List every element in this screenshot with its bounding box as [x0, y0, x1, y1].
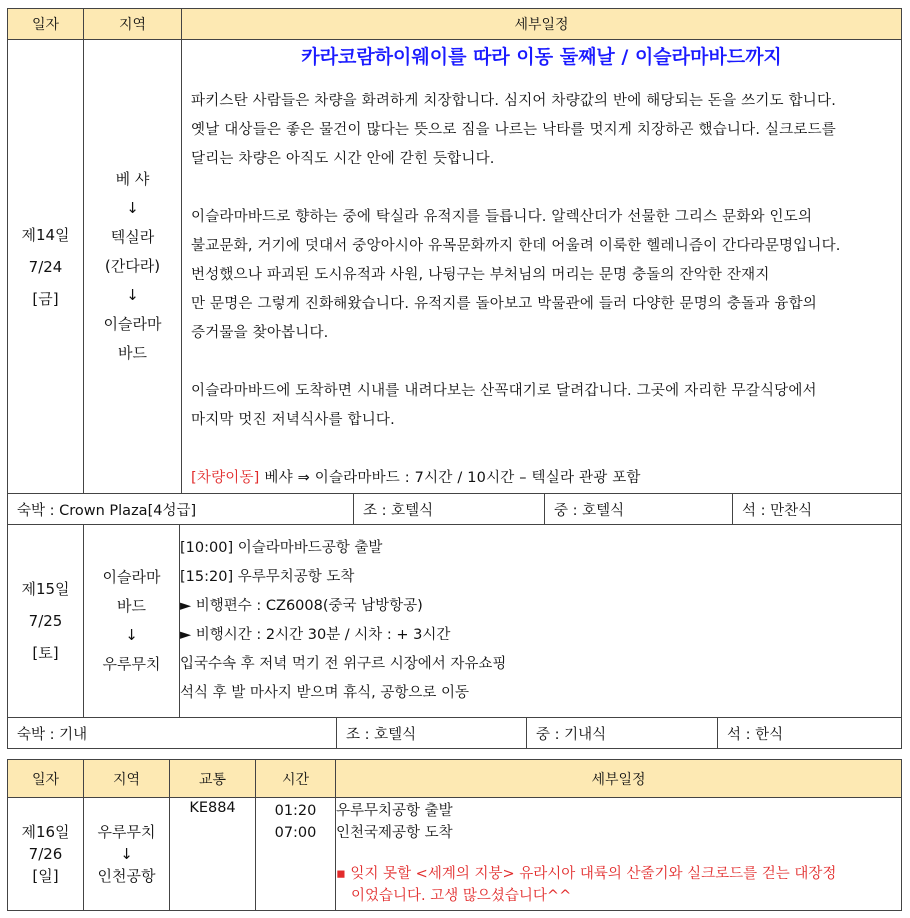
text-line: 입국수속 후 저녁 먹기 전 위구르 시장에서 자유쇼핑 [180, 656, 507, 672]
day15-region-cell [84, 525, 180, 718]
note-line: ▪ 잊지 못할 <세계의 지붕> 유라시아 대륙의 산줄기와 실크로드를 걷는 대장정 [336, 866, 837, 882]
header-date: 일자 [8, 9, 84, 40]
region-line: 이슬라마 [102, 568, 161, 586]
day16-table [7, 759, 902, 911]
day14-meals-row [8, 494, 902, 525]
arrival-time: 07:00 [274, 825, 317, 841]
text-line: 우루무치공항 출발 [336, 803, 453, 819]
flight-info: ► 비행편수 : CZ6008(중국 남방항공) [180, 598, 423, 614]
day14-table [7, 8, 902, 525]
header-region: 지역 [84, 760, 170, 798]
region-line: 우루무치 [102, 655, 161, 673]
day-number: 제15일 [21, 580, 70, 598]
day15-date-cell [8, 525, 84, 718]
region-arrow: ↓ [126, 286, 139, 304]
text-line: 이슬라마바드로 향하는 중에 탁실라 유적지를 들릅니다. 알렉산더가 선물한 그리스 문화와 인도의 [191, 209, 813, 225]
flight-number: KE884 [170, 798, 256, 911]
table-header [8, 9, 902, 40]
day-date: 7/24 [28, 257, 63, 276]
breakfast: 조 : 호텔식 [337, 718, 527, 749]
lodging: 숙박 : Crown Plaza[4성급] [8, 494, 354, 525]
day15-row [8, 525, 902, 718]
region-line: 우루무치 [97, 823, 156, 841]
text-line: [10:00] 이슬라마바드공항 출발 [180, 540, 383, 556]
header-detail: 세부일정 [182, 9, 902, 40]
day-number: 제14일 [21, 225, 70, 244]
day-number: 제16일 [21, 823, 70, 841]
region-line: 인천공항 [97, 867, 156, 885]
text-line: 석식 후 발 마사지 받으며 휴식, 공항으로 이동 [180, 685, 469, 701]
flight-time: ► 비행시간 : 2시간 30분 / 시차 : + 3시간 [180, 627, 451, 643]
region-line: 이슬라마 [103, 315, 162, 333]
text-line: 번성했으나 파괴된 도시유적과 사원, 나뒹구는 부처님의 머리는 문명 충돌의 잔악한 잔재지 [191, 267, 770, 283]
day-weekday: [일] [32, 867, 59, 885]
transport-line [191, 464, 895, 493]
region-line: 베 샤 [115, 170, 150, 188]
text-line: 이슬라마바드에 도착하면 시내를 내려다보는 산꼭대기로 달려갑니다. 그곳에 자리한 무갈식당에서 [191, 383, 817, 399]
region-line: 텍실라 [110, 228, 155, 246]
header-date: 일자 [8, 760, 84, 798]
day14-detail-cell [182, 40, 902, 494]
text-line: 인천국제공항 도착 [336, 825, 453, 841]
region-line: 바드 [117, 597, 146, 615]
table-header [8, 760, 902, 798]
day-weekday: [토] [32, 644, 59, 662]
region-line: 바드 [118, 344, 147, 362]
text-line: 만 문명은 그렇게 진화해왔습니다. 유적지를 돌아보고 박물관에 들러 다양한 문명의 충돌과 융합의 [191, 296, 817, 312]
closing-note [336, 863, 901, 907]
day-date: 7/25 [28, 612, 63, 630]
day-weekday: [금] [32, 289, 59, 308]
lunch: 중 : 호텔식 [545, 494, 733, 525]
day14-date-cell [8, 40, 84, 494]
text-line: [15:20] 우루무치공항 도착 [180, 569, 355, 585]
text-line: 증거물을 찾아봅니다. [191, 325, 329, 341]
day15-detail-cell [180, 525, 902, 718]
header-transport: 교통 [170, 760, 256, 798]
day16-detail-cell [336, 798, 902, 911]
dinner: 석 : 한식 [718, 718, 902, 749]
text-line: 옛날 대상들은 좋은 물건이 많다는 뜻으로 짐을 나르는 낙타를 멋지게 치장하곤 했습니다. 실크로드를 [191, 122, 837, 138]
day-date: 7/26 [28, 845, 63, 863]
departure-time: 01:20 [274, 803, 317, 819]
day15-meals-row [8, 718, 902, 749]
note-line: 이었습니다. 고생 많으셨습니다^^ [351, 888, 572, 904]
header-region: 지역 [84, 9, 182, 40]
region-arrow: ↓ [120, 845, 133, 863]
header-time: 시간 [256, 760, 336, 798]
day16-region-cell [84, 798, 170, 911]
region-arrow: ↓ [126, 199, 139, 217]
day16-date-cell [8, 798, 84, 911]
breakfast: 조 : 호텔식 [354, 494, 545, 525]
day14-row [8, 40, 902, 494]
text-line: 불교문화, 거기에 덧대서 중앙아시아 유목문화까지 한데 어울려 이룩한 헬레니즘이 간다라문명입니다. [191, 238, 841, 254]
paragraph-1 [182, 87, 901, 493]
day15-table [7, 524, 902, 749]
header-detail: 세부일정 [336, 760, 902, 798]
region-arrow: ↓ [125, 626, 138, 644]
transport-text: 베샤 ⇒ 이슬라마바드 : 7시간 / 10시간 – 텍실라 관광 포함 [259, 470, 641, 486]
time-cell [256, 798, 336, 911]
day16-row [8, 798, 902, 911]
day14-region-cell [84, 40, 182, 494]
lodging: 숙박 : 기내 [8, 718, 337, 749]
region-line: (간다라) [104, 257, 161, 275]
lunch: 중 : 기내식 [527, 718, 718, 749]
day-title: 카라코람하이웨이를 따라 이동 둘째날 / 이슬라마바드까지 [301, 46, 782, 68]
text-line: 마지막 멋진 저녁식사를 합니다. [191, 412, 395, 428]
text-line: 달리는 차량은 아직도 시간 안에 갇힌 듯합니다. [191, 151, 495, 167]
transport-label: [차량이동] [191, 470, 260, 486]
text-line: 파키스탄 사람들은 차량을 화려하게 치장합니다. 심지어 차량값의 반에 해당되는 돈을 쓰기도 합니다. [191, 93, 837, 109]
dinner: 석 : 만찬식 [733, 494, 902, 525]
